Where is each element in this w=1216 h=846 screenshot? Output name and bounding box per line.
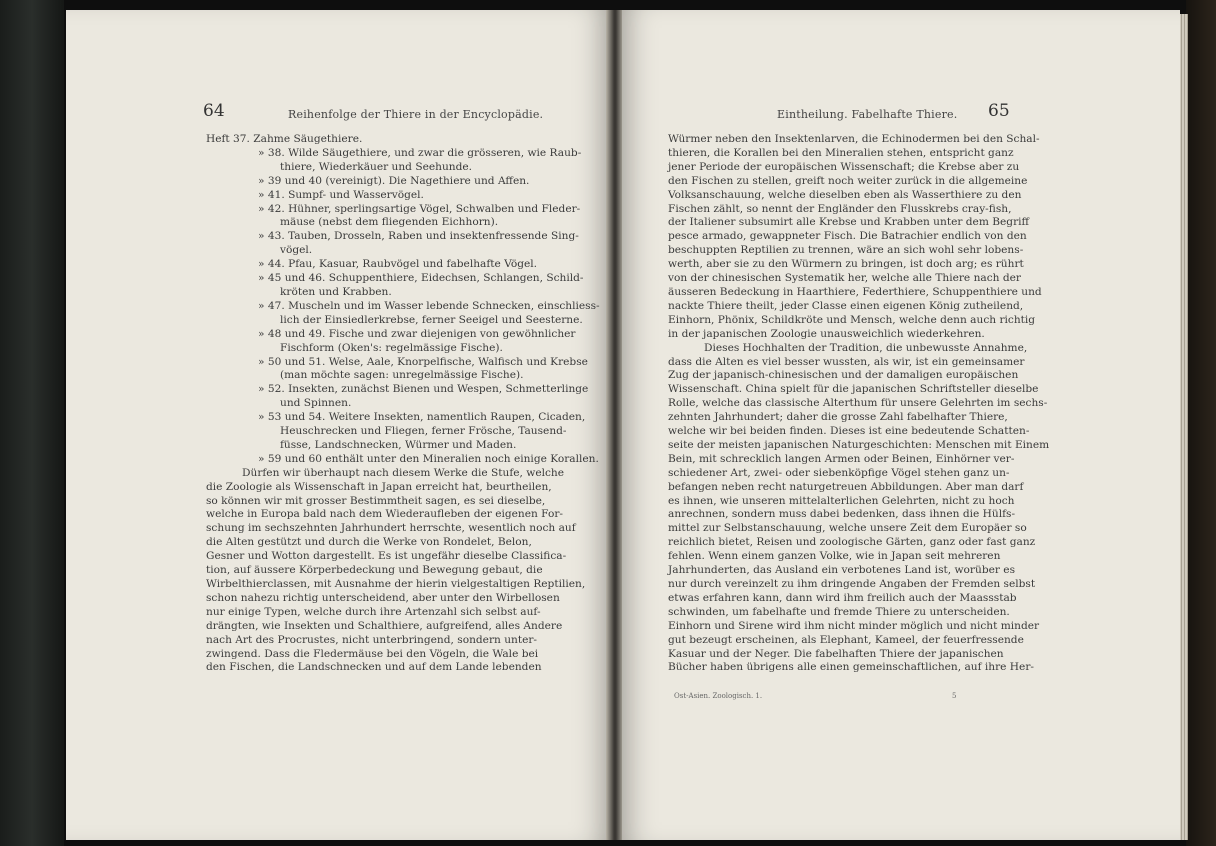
text-line: zwingend. Dass die Fledermäuse bei den Vögeln, die Wale bei [206,647,539,660]
footer-sheet-number: 5 [952,692,957,700]
text-line: welche wir bei beiden finden. Dieses ist eine bedeutende Schatten- [668,425,1030,438]
page-number: 65 [988,101,1010,121]
text-line: den Fischen zu stellen, greift noch weiter zurück in die allgemeine [668,174,1028,187]
text-line: die Alten gestützt und durch die Werke von Rondelet, Belon, [206,536,532,549]
text-line: schung im sechszehnten Jahrhundert herrschte, wesentlich noch auf [206,522,576,535]
text-line: fehlen. Wenn einem ganzen Volke, wie in Japan seit mehreren [668,550,1001,563]
text-line: Bein, mit schrecklich langen Armen oder Beinen, Einhörner ver- [668,452,1015,465]
text-line: Wirbelthierclassen, mit Ausnahme der hierin vielgestaltigen Reptilien, [206,578,586,590]
text-line: (man möchte sagen: unregelmässige Fische). [280,369,524,382]
text-line: » 50 und 51. Welse, Aale, Knorpelfische, Walfisch und Krebse [258,355,588,368]
text-line: dass die Alten es viel besser wussten, als wir, ist ein gemeinsamer [668,355,1025,368]
text-line: schiedener Art, zwei- oder siebenköpfige Vögel stehen ganz un- [668,466,1010,479]
text-line: der Italiener subsumirt alle Krebse und Krabben unter dem Begriff [668,216,1030,229]
text-line: » 43. Tauben, Drosseln, Raben und insektenfressende Sing- [258,230,579,243]
text-line: Jahrhunderten, das Ausland ein verbotenes Land ist, worüber es [668,564,1016,577]
page-number: 64 [203,101,225,121]
text-line: » 48 und 49. Fische und zwar diejenigen von gewöhnlicher [258,327,576,340]
text-line: » 47. Muscheln und im Wasser lebende Schnecken, einschliess- [258,299,600,312]
footer-signature: Ost-Asien. Zoologisch. 1. [674,692,763,700]
text-line: seite der meisten japanischen Naturgeschichten: Menschen mit Einem [668,438,1050,451]
text-line: äusseren Bedeckung in Haarthiere, Federthiere, Schuppenthiere und [668,285,1042,298]
text-line: » 59 und 60 enthält unter den Mineralien noch einige Korallen. [258,452,599,465]
text-line: » 38. Wilde Säugethiere, und zwar die grösseren, wie Raub- [258,146,582,159]
text-line: Dieses Hochhalten der Tradition, die unbewusste Annahme, [704,341,1028,354]
text-line: » 52. Insekten, zunächst Bienen und Wespen, Schmetterlinge [258,383,589,396]
text-line: Zug der japanisch-chinesischen und der damaligen europäischen [668,369,1019,382]
text-line: die Zoologie als Wissenschaft in Japan erreicht hat, beurtheilen, [206,480,552,493]
text-line: nur einige Typen, welche durch ihre Artenzahl sich selbst auf- [206,605,541,618]
text-line: mittel zur Selbstanschauung, welche unsere Zeit dem Europäer so [668,522,1027,535]
text-line: thieren, die Korallen bei den Mineralien stehen, entspricht ganz [668,146,1014,159]
text-block [668,133,1050,675]
text-line: Kasuar und der Neger. Die fabelhaften Thiere der japanischen [668,647,1004,660]
text-line: welche in Europa bald nach dem Wiederaufleben der eigenen For- [206,508,563,521]
text-line: Wissenschaft. China spielt für die japanischen Schriftsteller dieselbe [668,383,1039,396]
text-line: lich der Einsiedlerkrebse, ferner Seeigel und Seesterne. [280,313,583,326]
text-line: » 44. Pfau, Kasuar, Raubvögel und fabelhafte Vögel. [258,258,538,271]
text-line: Bücher haben übrigens alle einen gemeinschaftlichen, auf ihre Her- [668,661,1034,674]
text-line: mäuse (nebst dem fliegenden Eichhorn). [280,216,499,229]
text-line: kröten und Krabben. [280,285,392,298]
text-line: gut bezeugt erscheinen, als Elephant, Kameel, der feuerfressende [668,633,1024,646]
text-line: Volksanschauung, welche dieselben eben als Wasserthiere zu den [668,188,1022,201]
text-line: Heuschrecken und Fliegen, ferner Frösche, Tausend- [280,425,567,438]
text-line: » 53 und 54. Weitere Insekten, namentlich Raupen, Cicaden, [258,411,586,424]
text-line: werth, aber sie zu den Würmern zu bringen, ist doch arg; es rührt [668,258,1024,271]
text-line: befangen neben recht naturgetreuen Abbildungen. Aber man darf [668,480,1024,493]
text-line: thiere, Wiederkäuer und Seehunde. [280,160,473,173]
text-line: nur durch vereinzelt zu ihm dringende Angaben der Fremden selbst [668,578,1036,590]
text-line: pesce armado, gewappneter Fisch. Die Batrachier endlich von den [668,230,1027,243]
text-line: von der chinesischen Systematik her, welche alle Thiere nach der [668,272,1021,285]
text-line: es ihnen, wie unseren mittelalterlichen Gelehrten, nicht zu hoch [668,494,1015,507]
text-line: » 42. Hühner, sperlingsartige Vögel, Schwalben und Fleder- [258,202,581,215]
text-line: » 45 und 46. Schuppenthiere, Eidechsen, Schlangen, Schild- [258,272,584,285]
text-line: vögel. [280,244,313,257]
text-line: Fischen zählt, so nennt der Engländer den Flusskrebs cray-fish, [668,202,1012,215]
text-line: jener Periode der europäischen Wissenschaft; die Krebse aber zu [668,160,1020,173]
text-line: Fischform (Oken's: regelmässige Fische). [280,341,503,354]
text-line: Einhorn, Phönix, Schildkröte und Mensch, welche denn auch richtig [668,313,1036,326]
text-line: reichlich bietet, Reisen und zoologische Gärten, ganz oder fast ganz [668,536,1036,549]
text-line: drängten, wie Insekten und Schalthiere, aufgreifend, alles Andere [206,619,563,632]
text-line: Gesner und Wotton dargestellt. Es ist ungefähr dieselbe Classifica- [206,550,567,563]
text-line: etwas erfahren kann, dann wird ihm freilich auch der Maassstab [668,591,1017,604]
text-line: zehnten Jahrhundert; daher die grosse Zahl fabelhafter Thiere, [668,411,1008,424]
text-line: nach Art des Procrustes, nicht unterbringend, sondern unter- [206,633,538,646]
book-cover-left [0,0,64,846]
text-line: tion, auf äussere Körperbedeckung und Bewegung gebaut, die [206,564,543,577]
text-line: schwinden, um fabelhafte und fremde Thiere zu unterscheiden. [668,605,1010,618]
text-line: nackte Thiere theilt, jeder Classe einen eigenen König zutheilend, [668,299,1024,312]
text-line: beschuppten Reptilien zu trennen, wäre an sich wohl sehr lobens- [668,244,1024,257]
book-cover-right [1186,0,1216,846]
running-head: Reihenfolge der Thiere in der Encyclopädie. [288,108,544,121]
right-page [622,10,1180,840]
text-line: Heft 37. Zahme Säugethiere. [206,133,363,145]
text-line: » 41. Sumpf- und Wasservögel. [258,188,424,201]
text-line: Rolle, welche das classische Alterthum für unsere Gelehrten im sechs- [668,397,1048,410]
text-line: den Fischen, die Landschnecken und auf dem Lande lebenden [206,661,542,674]
text-line: Dürfen wir überhaupt nach diesem Werke die Stufe, welche [242,466,565,479]
running-head: Eintheilung. Fabelhafte Thiere. [777,108,958,121]
text-line: und Spinnen. [280,397,352,410]
text-line: anrechnen, sondern muss dabei bedenken, dass ihnen die Hülfs- [668,508,1016,521]
text-line: Würmer neben den Insektenlarven, die Echinodermen bei den Schal- [668,133,1040,145]
text-line: füsse, Landschnecken, Würmer und Maden. [280,438,517,451]
text-line: Einhorn und Sirene wird ihm nicht minder möglich und nicht minder [668,619,1040,632]
text-line: in der japanischen Zoologie unausweichlich wiederkehren. [668,327,985,340]
text-line: » 39 und 40 (vereinigt). Die Nagethiere und Affen. [258,174,530,187]
left-page [66,10,608,840]
text-line: schon nahezu richtig unterscheidend, aber unter den Wirbellosen [206,591,560,604]
text-block [206,133,600,675]
text-line: so können wir mit grosser Bestimmtheit sagen, es sei dieselbe, [206,494,546,507]
